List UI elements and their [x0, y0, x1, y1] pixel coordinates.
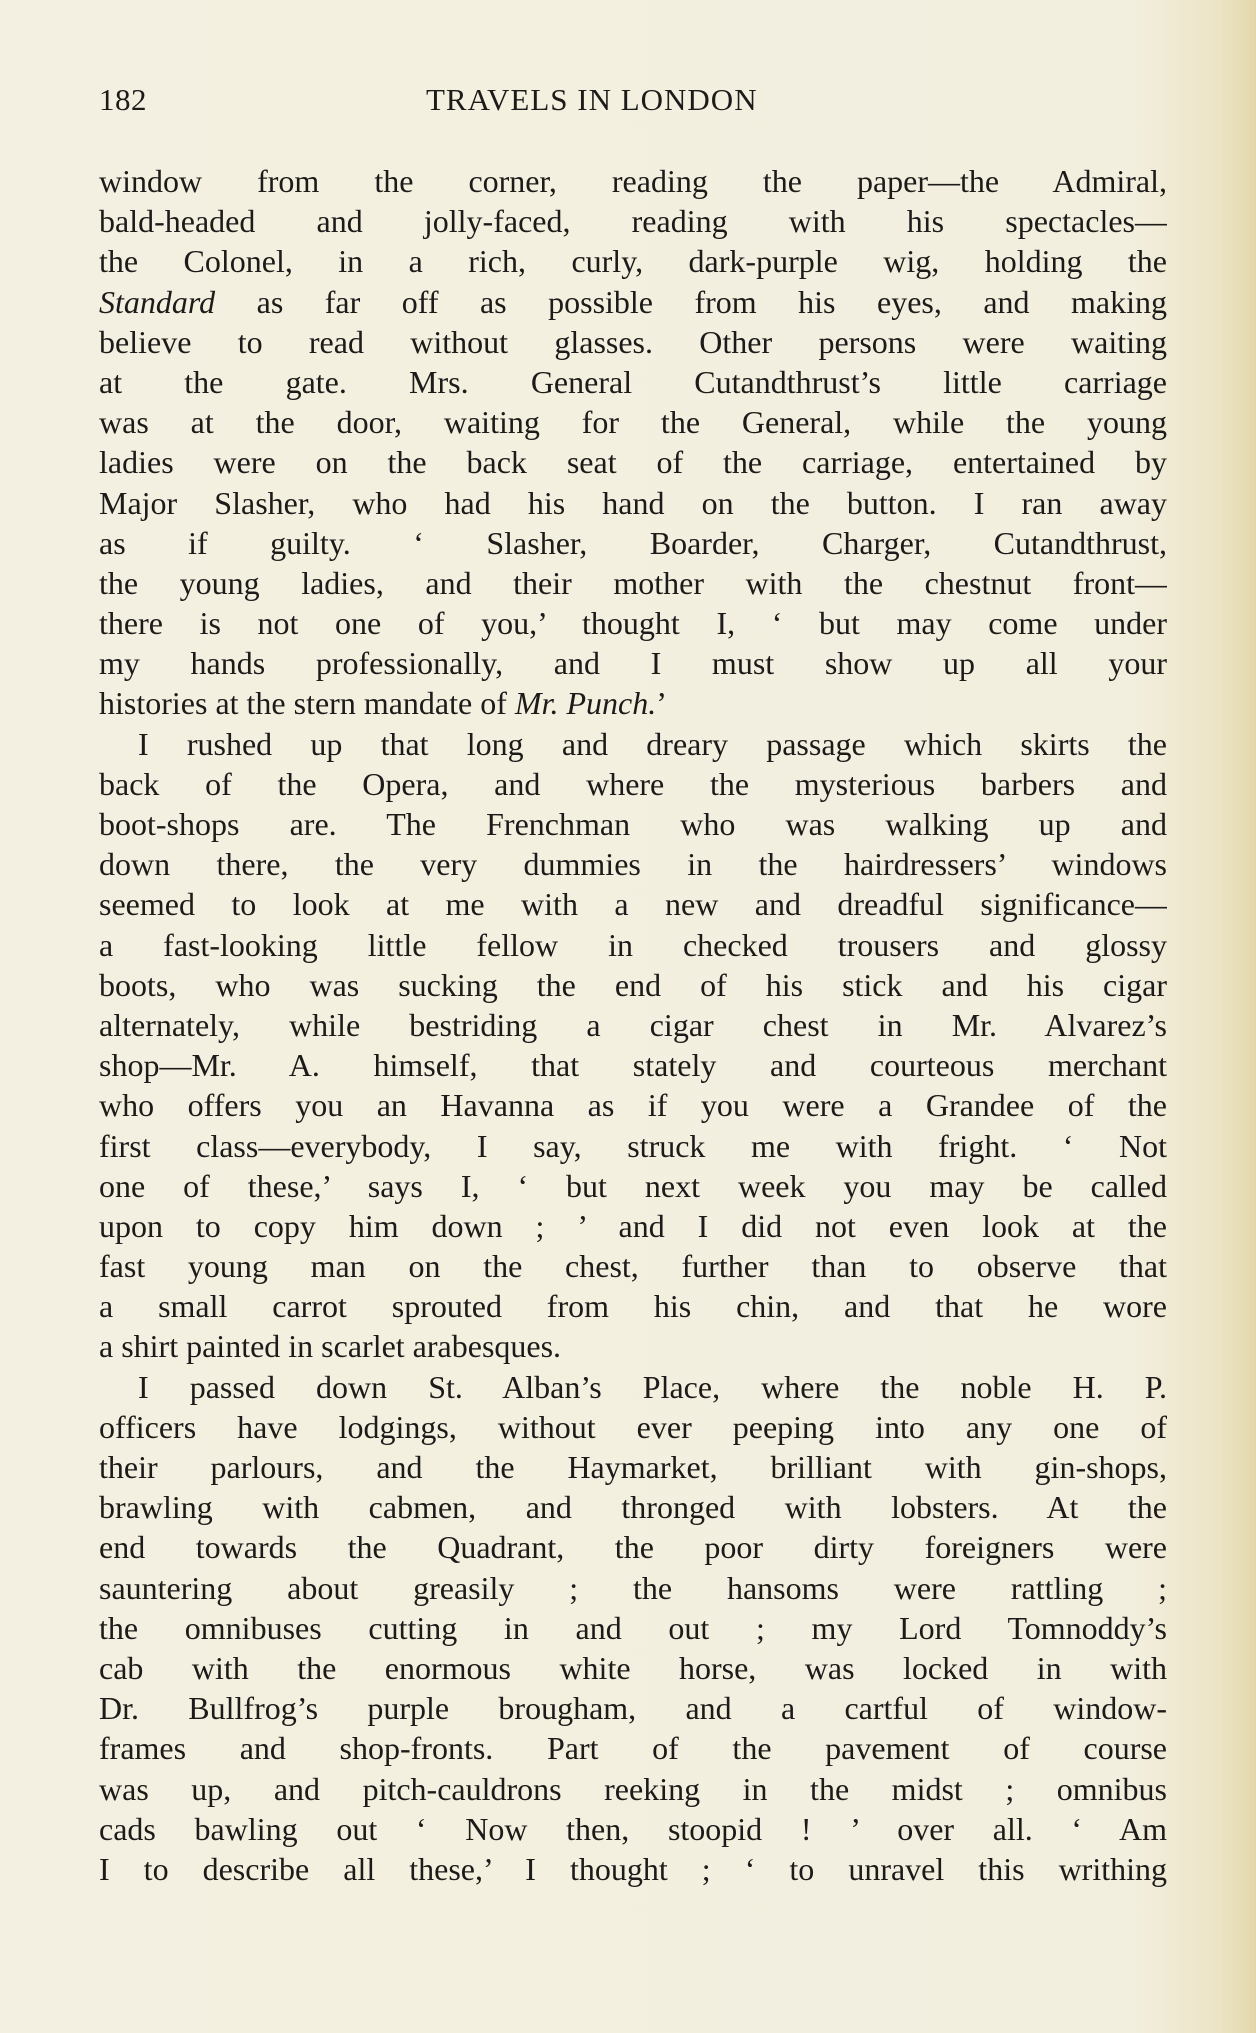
text-line: bald-headed and jolly-faced, reading with his spectacles—	[99, 203, 1167, 240]
paragraph-first-line: I passed down St. Alban’s Place, where the noble H. P.	[138, 1368, 1167, 1405]
text-line: histories at the stern mandate of Mr. Punch.’	[99, 685, 667, 722]
text-line: seemed to look at me with a new and dreadful significance—	[99, 886, 1167, 923]
text-line: cads bawling out ‘ Now then, stoopid ! ’ over all. ‘ Am	[99, 1810, 1167, 1847]
text-line: boots, who was sucking the end of his stick and his cigar	[99, 966, 1167, 1003]
text-line: was up, and pitch-cauldrons reeking in the midst ; omnibus	[99, 1770, 1167, 1807]
text-line: who offers you an Havanna as if you were a Grandee of the	[99, 1087, 1167, 1124]
text-line: first class—everybody, I say, struck me with fright. ‘ Not	[99, 1127, 1167, 1164]
italic-text: Mr. Punch.	[514, 685, 657, 722]
text-line: as if guilty. ‘ Slasher, Boarder, Charger, Cutandthrust,	[99, 524, 1167, 561]
text-line: my hands professionally, and I must show up all your	[99, 645, 1167, 682]
text-line: cab with the enormous white horse, was locked in with	[99, 1649, 1167, 1686]
running-head	[99, 82, 1169, 132]
text-line: boot-shops are. The Frenchman who was walking up and	[99, 806, 1167, 842]
text-line: a small carrot sprouted from his chin, and that he wore	[99, 1288, 1167, 1325]
text-line: the Colonel, in a rich, curly, dark-purple wig, holding the	[99, 243, 1167, 280]
italic-text: Standard	[99, 283, 216, 320]
text-line: fast young man on the chest, further than to observe that	[99, 1248, 1167, 1285]
paragraph-first-line: I rushed up that long and dreary passage which skirts the	[138, 725, 1167, 762]
text-line: the omnibuses cutting in and out ; my Lord Tomnoddy’s	[99, 1609, 1167, 1646]
running-title: TRAVELS IN LONDON	[426, 82, 758, 117]
text-line: a fast-looking little fellow in checked trousers and glossy	[99, 926, 1167, 963]
text-line: officers have lodgings, without ever peeping into any one of	[99, 1408, 1167, 1445]
text-line: one of these,’ says I, ‘ but next week you may be called	[99, 1167, 1167, 1204]
text-line: back of the Opera, and where the mysterious barbers and	[99, 765, 1167, 802]
text-line: alternately, while bestriding a cigar chest in Mr. Alvarez’s	[99, 1006, 1167, 1043]
text-line: sauntering about greasily ; the hansoms were rattling ;	[99, 1569, 1167, 1606]
text-line: down there, the very dummies in the hairdressers’ windows	[99, 846, 1167, 883]
text-line: frames and shop-fronts. Part of the pavement of course	[99, 1730, 1167, 1767]
text-line: Standard as far off as possible from his eyes, and making	[99, 283, 1167, 320]
text-line: was at the door, waiting for the General, while the young	[99, 404, 1167, 441]
text-line: Dr. Bullfrog’s purple brougham, and a cartful of window-	[99, 1690, 1167, 1727]
text-line: end towards the Quadrant, the poor dirty foreigners were	[99, 1529, 1167, 1566]
text-line: window from the corner, reading the paper—the Admiral,	[99, 163, 1167, 199]
text-line: at the gate. Mrs. General Cutandthrust’s little carriage	[99, 363, 1167, 400]
text-line: believe to read without glasses. Other persons were waiting	[99, 323, 1167, 360]
text-line: brawling with cabmen, and thronged with lobsters. At the	[99, 1489, 1167, 1526]
text-line: upon to copy him down ; ’ and I did not even look at the	[99, 1207, 1167, 1244]
page-number: 182	[99, 82, 147, 117]
text-line: the young ladies, and their mother with the chestnut front—	[99, 564, 1167, 601]
text-line: ladies were on the back seat of the carriage, entertained by	[99, 444, 1167, 481]
text-line: a shirt painted in scarlet arabesques.	[99, 1328, 562, 1365]
text-line: Major Slasher, who had his hand on the button. I ran away	[99, 484, 1167, 521]
text-line: I to describe all these,’ I thought ; ‘ to unravel this writhing	[99, 1850, 1167, 1887]
text-line: there is not one of you,’ thought I, ‘ but may come under	[99, 605, 1167, 642]
body-text	[99, 161, 1167, 1889]
text-line: shop—Mr. A. himself, that stately and courteous merchant	[99, 1047, 1167, 1084]
text-line: their parlours, and the Haymarket, brilliant with gin-shops,	[99, 1449, 1167, 1485]
